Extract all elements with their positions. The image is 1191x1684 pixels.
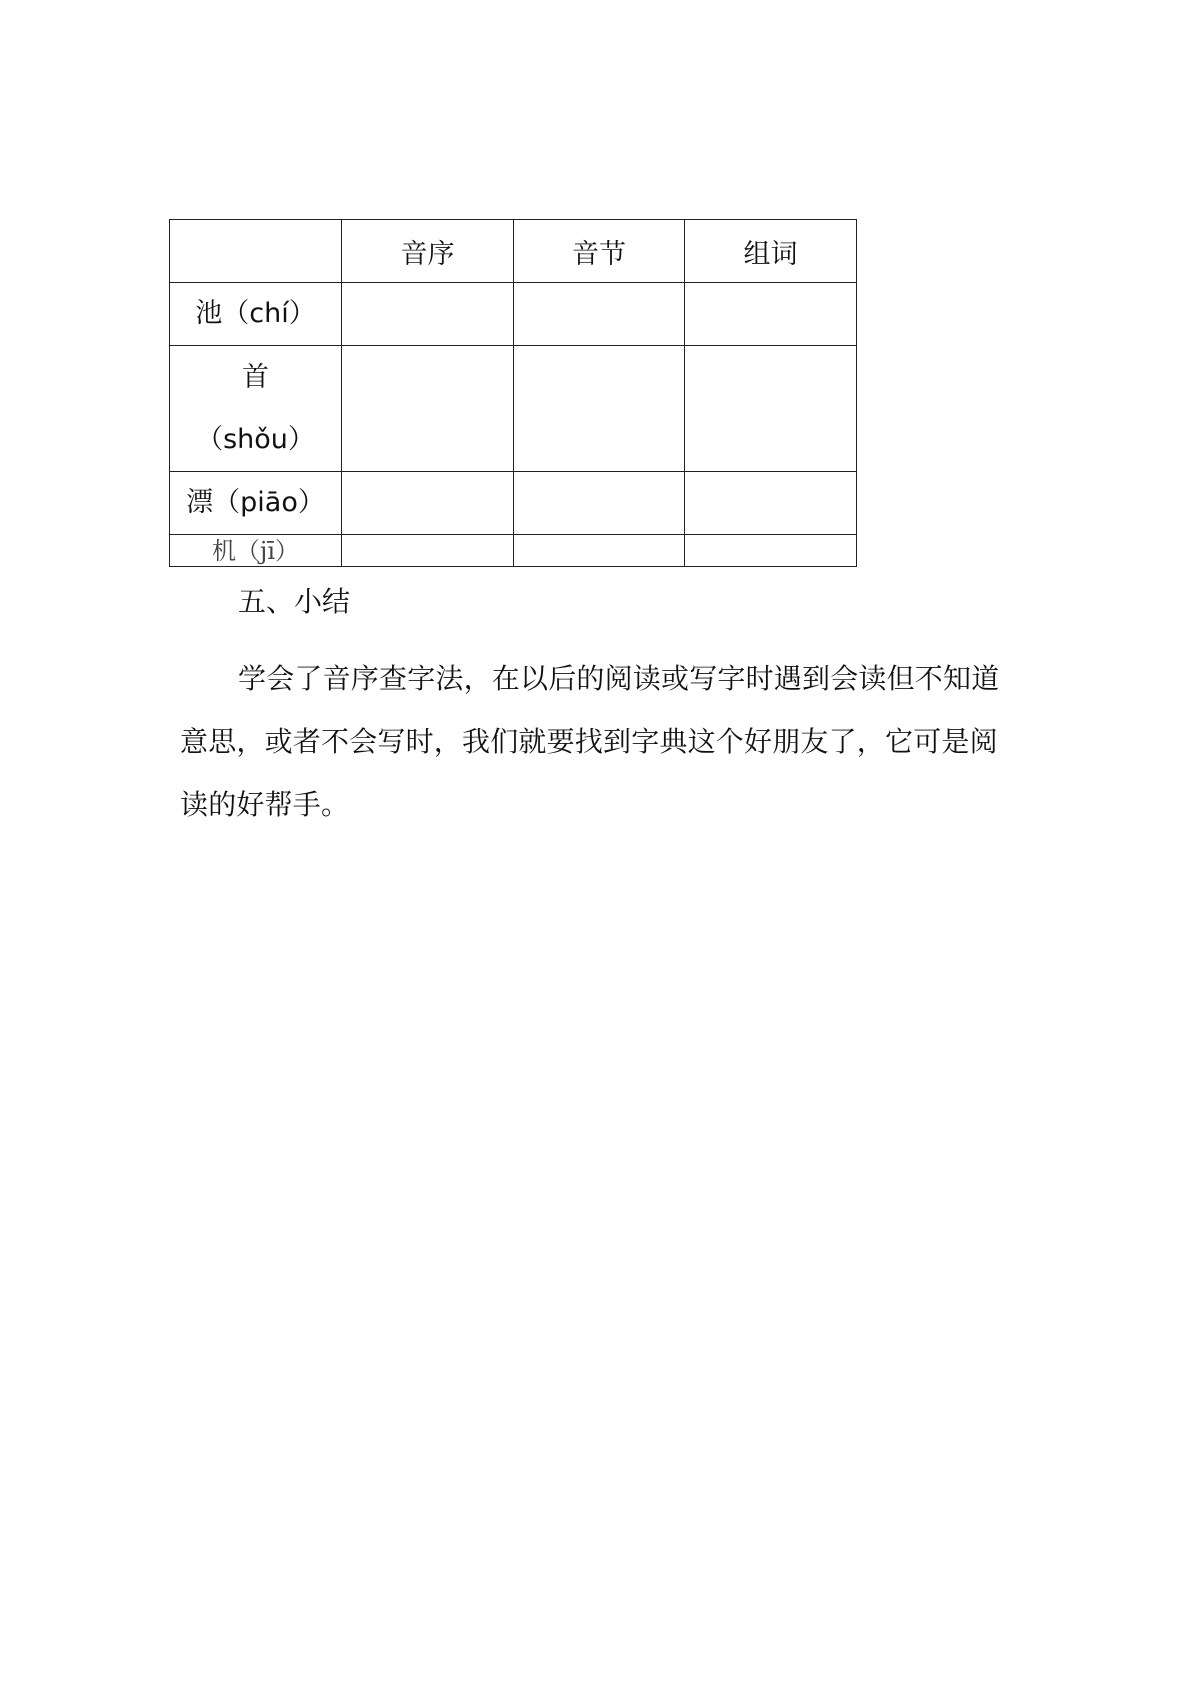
answer-cell[interactable] [514,535,685,567]
answer-cell[interactable] [342,346,514,472]
row-label-shou-pinyin: （shǒu） [196,423,315,455]
row-label-ji: 机（jī） [211,536,300,565]
answer-cell[interactable] [685,535,857,567]
section-heading: 五、小结 [238,585,351,618]
row-label-piao: 漂（piāo） [186,487,325,518]
answer-cell[interactable] [685,346,857,472]
answer-cell[interactable] [514,472,685,535]
table-header-row [170,220,857,283]
header-cell-zuci: 组词 [685,220,857,283]
row-label-chi: 池（chí） [195,298,316,329]
row-label-shou-char: 首 [242,361,269,393]
answer-cell[interactable] [342,535,514,567]
summary-paragraph: 学会了音序查字法，在以后的阅读或写字时遇到会读但不知道意思，或者不会写时，我们就要找到字典这个好朋友了，它可是阅读的好帮手。 [180,662,1000,821]
table-row [170,472,857,535]
header-cell-blank [170,220,342,283]
row-label-cell [170,346,342,472]
answer-cell[interactable] [342,472,514,535]
answer-cell[interactable] [514,283,685,346]
header-cell-yinjie: 音节 [514,220,685,283]
row-label-cell [170,472,342,535]
answer-cell[interactable] [685,283,857,346]
table-row [170,535,857,567]
row-label-cell [170,535,342,567]
table-row [170,283,857,346]
header-cell-yinxu: 音序 [342,220,514,283]
answer-cell[interactable] [342,283,514,346]
answer-cell[interactable] [685,472,857,535]
character-lookup-table [169,219,857,567]
row-label-cell [170,283,342,346]
answer-cell[interactable] [514,346,685,472]
table-row [170,346,857,472]
